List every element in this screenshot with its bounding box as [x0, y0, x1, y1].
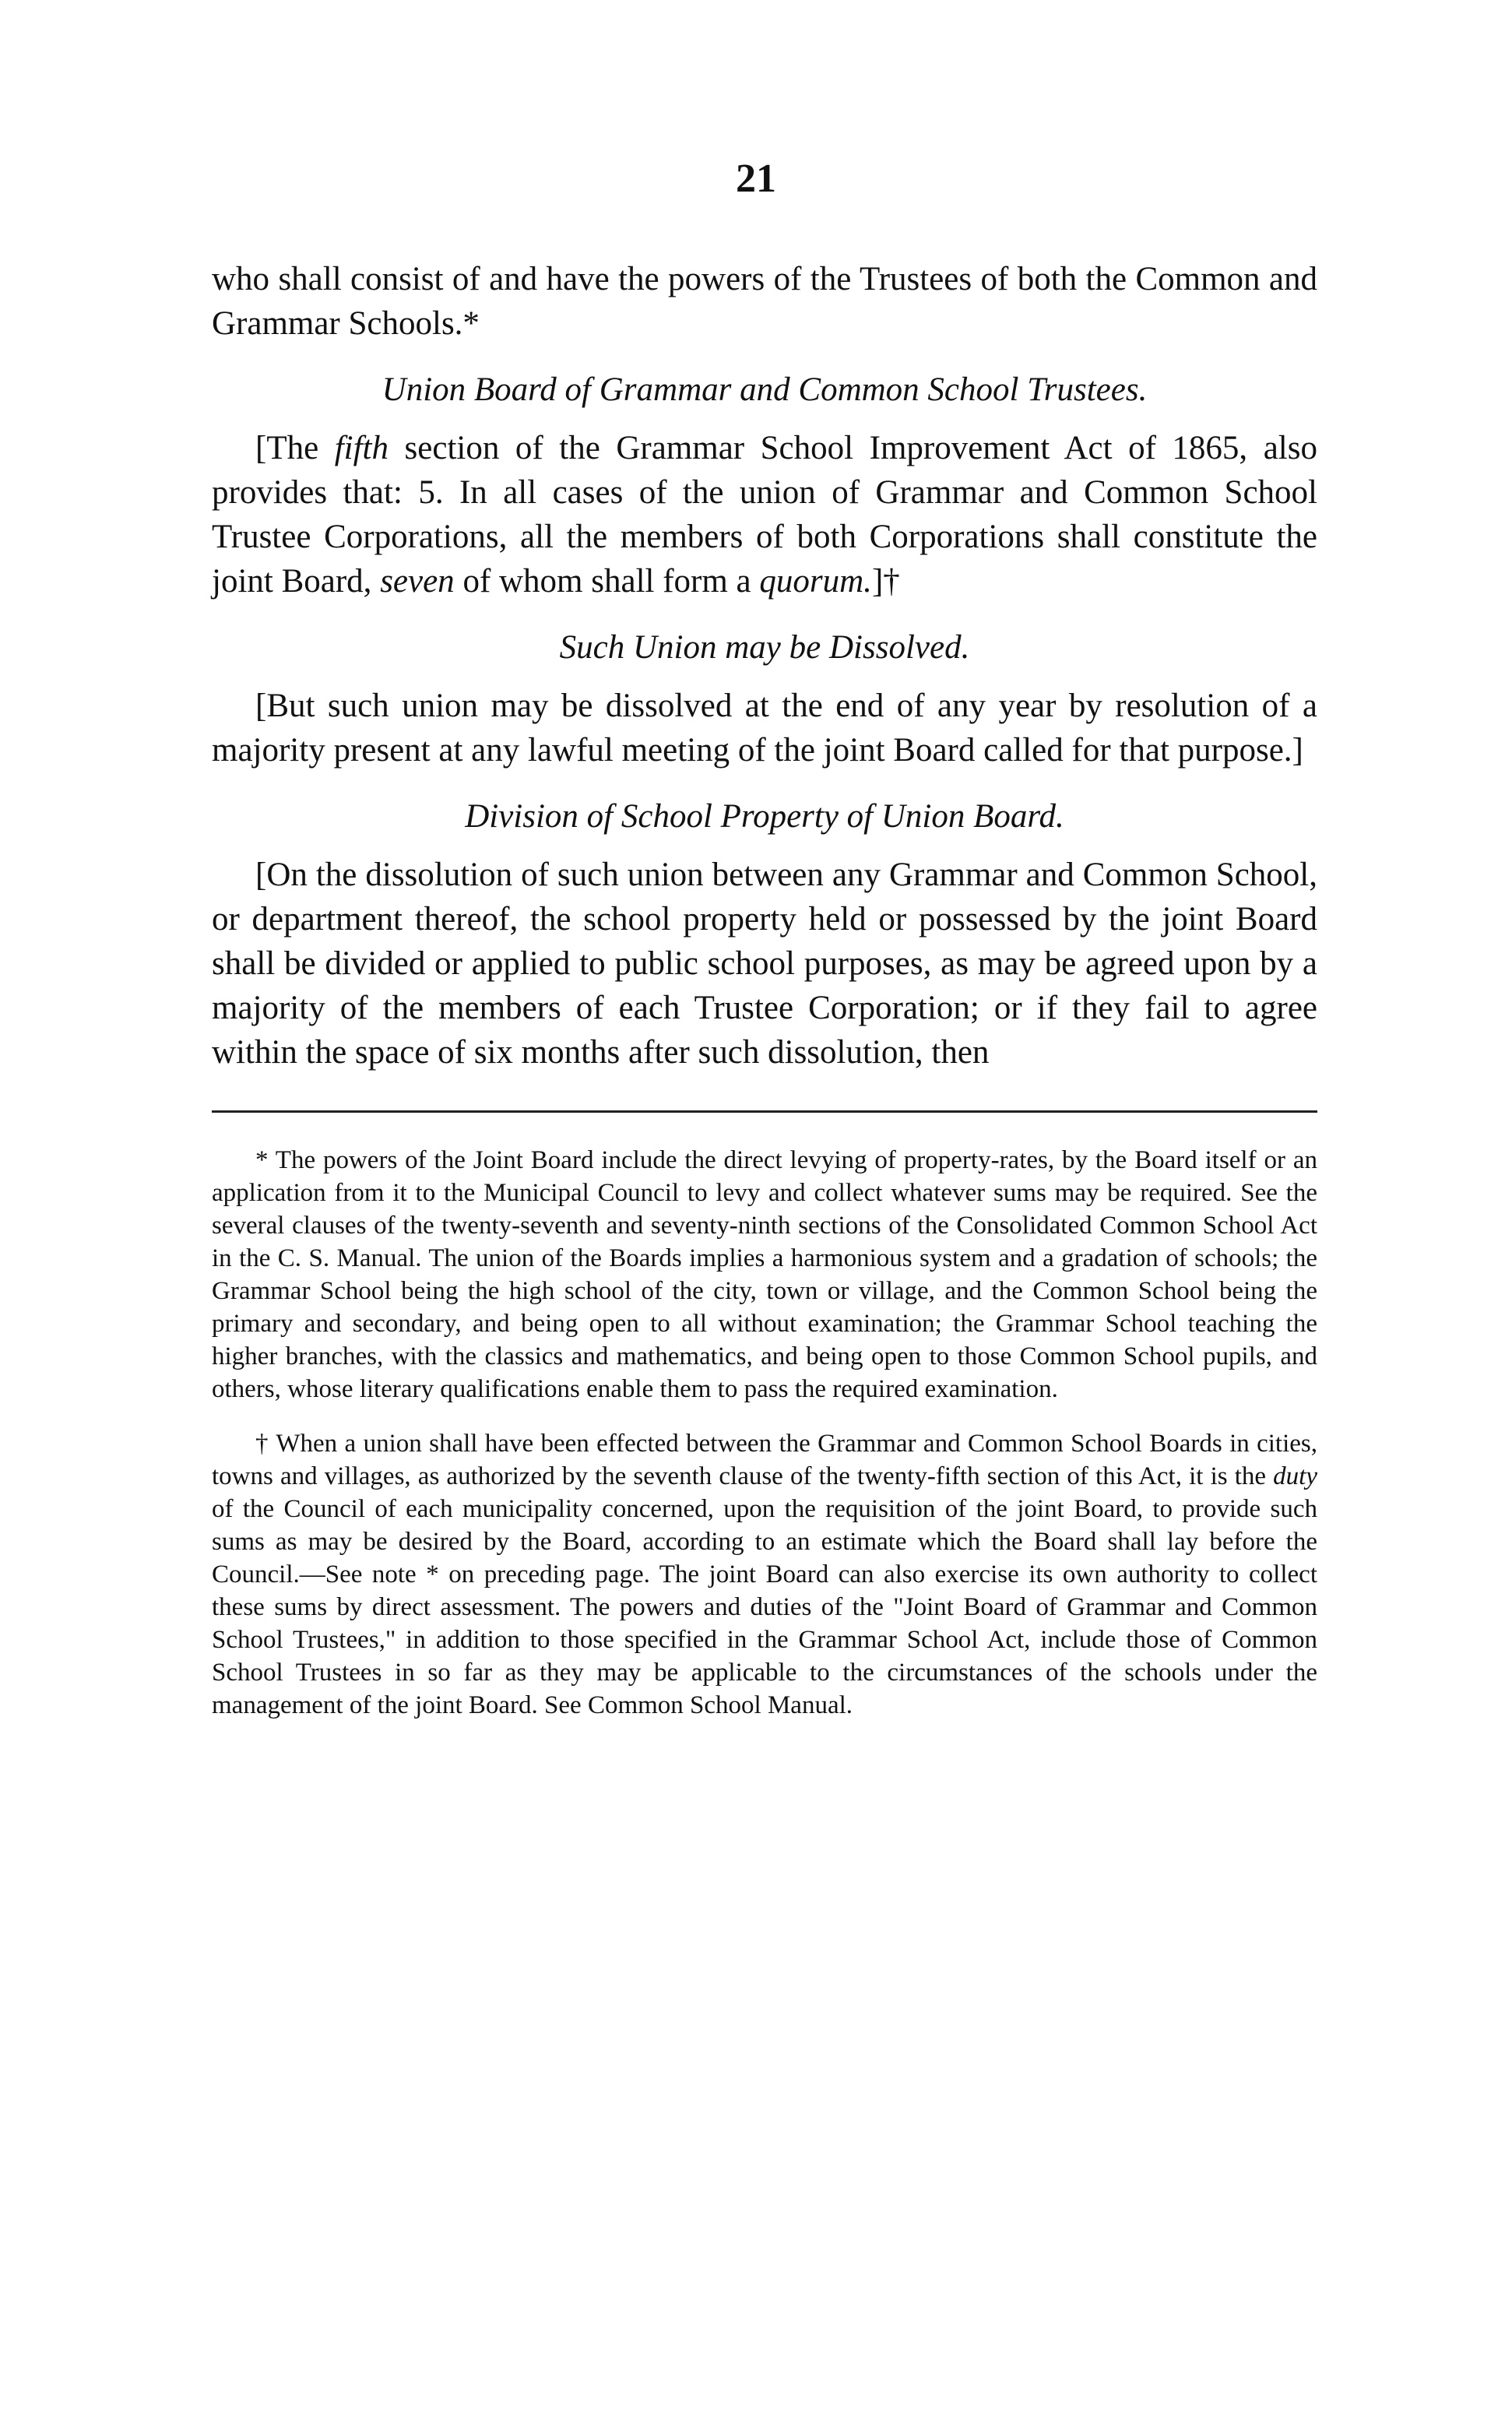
page-content: [212, 257, 1317, 1743]
footnote2-start: † When a union shall have been effected between the Grammar and Common School Boards in cities, towns and villages, as authorized by the seventh clause of the twenty-fifth section of this Act, it is the: [212, 1430, 1317, 1490]
page-number: 21: [736, 157, 776, 201]
heading-division-property: Division of School Property of Union Board.: [465, 798, 1064, 835]
para1-em-fifth: fifth: [334, 430, 389, 466]
paragraph-union-board: [212, 426, 1317, 603]
para1-end: ]†: [871, 563, 900, 600]
footnote-dagger: [212, 1427, 1317, 1722]
para1-middle-1: section of the Grammar School Improvement Act of 1865, also provides that: 5. In all cases of the union of Grammar and Common School Trustee Corporations, all the members of both Corporations shall constitute the joint Board,: [212, 430, 1317, 600]
para1-middle-2: of whom shall form a: [454, 563, 760, 600]
heading-union-dissolved: Such Union may be Dissolved.: [559, 629, 970, 666]
paragraph-union-dissolved: [But such union may be dissolved at the end of any year by resolution of a majority present at any lawful meeting of the joint Board called for that purpose.]: [212, 688, 1317, 769]
para1-em-seven: seven: [380, 563, 455, 600]
footnote-divider: [212, 1110, 1317, 1113]
opening-paragraph: who shall consist of and have the powers of the Trustees of both the Common and Grammar Schools.*: [212, 261, 1317, 342]
para1-em-quorum: quorum.: [759, 563, 872, 600]
footnote-asterisk: * The powers of the Joint Board include the direct levying of property-rates, by the Board itself or an application from it to the Municipal Council to levy and collect whatever sums may be required. See the several clauses of the twenty-seventh and seventy-ninth sections of the Consolidated Common School Act in the C. S. Manual. The union of the Boards implies a harmonious system and a gradation of schools; the Grammar School being the high school of the city, town or village, and the Common School being the primary and secondary, and being open to all without examination; the Grammar School teaching the higher branches, with the classics and mathematics, and being open to those Common School pupils, and others, whose literary qualifications enable them to pass the required examination.: [212, 1146, 1317, 1403]
heading-union-board: Union Board of Grammar and Common School Trustees.: [382, 371, 1148, 408]
paragraph-division-property: [On the dissolution of such union between any Grammar and Common School, or department thereof, the school property held or possessed by the joint Board shall be divided or applied to public school purposes, as may be agreed upon by a majority of the members of each Trustee Corporation; or if they fail to agree within the space of six months after such dissolution, then: [212, 857, 1317, 1071]
para1-start: [The: [255, 430, 335, 466]
footnote2-em-duty: duty: [1273, 1462, 1317, 1490]
footnote2-end: of the Council of each municipality concerned, upon the requisition of the joint Board, to provide such sums as may be desired by the Board, according to an estimate which the Board shall lay before the Council.—See note * on preceding page. The joint Board can also exercise its own authority to collect these sums by direct assessment. The powers and duties of the "Joint Board of Grammar and Common School Trustees," in addition to those specified in the Grammar School Act, include those of Common School Trustees in so far as they may be applicable to the circumstances of the schools under the management of the joint Board. See Common School Manual.: [212, 1495, 1317, 1719]
